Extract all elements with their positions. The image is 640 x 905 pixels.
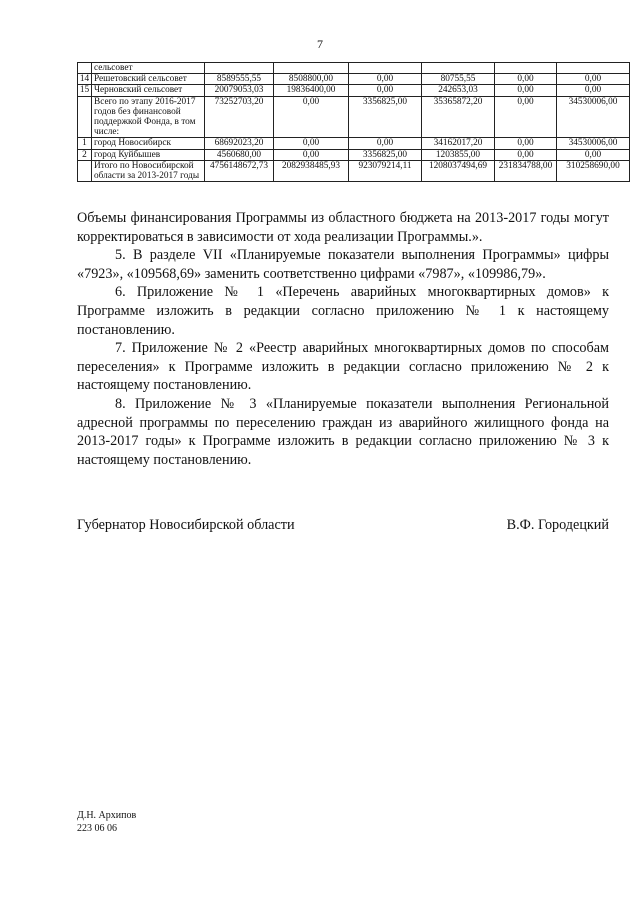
table-cell: 231834788,00 — [495, 160, 557, 181]
page-number: 7 — [317, 37, 323, 51]
row-index — [78, 96, 92, 138]
row-index: 1 — [78, 138, 92, 149]
table-cell: 310258690,00 — [557, 160, 630, 181]
table-cell: 35365872,20 — [422, 96, 495, 138]
table-cell — [205, 63, 274, 74]
paragraph-8: 8. Приложение № 3 «Планируемые показатели выполнения Региональной адресной программы по переселению граждан из аварийного жилищного фонда на 2013-2017 годы» к Программе изложить в редакции согласно приложению № 3 к настоящему постановлению. — [77, 395, 609, 468]
table-cell: 34162017,20 — [422, 138, 495, 149]
table-cell: 20079053,03 — [205, 85, 274, 96]
table-cell: 1208037494,69 — [422, 160, 495, 181]
footer-contact — [77, 810, 136, 835]
table-cell: 0,00 — [557, 85, 630, 96]
table-cell: 0,00 — [495, 96, 557, 138]
table-row — [78, 63, 630, 74]
table-cell: 8508800,00 — [274, 74, 349, 85]
table-cell: 34530006,00 — [557, 138, 630, 149]
row-name: город Новосибирск — [92, 138, 205, 149]
signatory-name: В.Ф. Городецкий — [506, 517, 609, 533]
table-cell: 0,00 — [495, 149, 557, 160]
table-row — [78, 149, 630, 160]
paragraph-7: 7. Приложение № 2 «Реестр аварийных многоквартирных домов по способам переселения» к Программе изложить в редакции согласно приложению № 2 к настоящему постановлению. — [77, 340, 609, 394]
row-name: сельсовет — [92, 63, 205, 74]
table-cell: 1203855,00 — [422, 149, 495, 160]
table-cell: 0,00 — [349, 138, 422, 149]
signature-block — [77, 517, 609, 534]
table-cell: 0,00 — [274, 149, 349, 160]
table-cell: 923079214,11 — [349, 160, 422, 181]
row-index — [78, 160, 92, 181]
table-cell: 0,00 — [349, 74, 422, 85]
table-cell: 3356825,00 — [349, 96, 422, 138]
row-name: город Куйбышев — [92, 149, 205, 160]
paragraph-6: 6. Приложение № 1 «Перечень аварийных многоквартирных домов» к Программе изложить в редакции согласно приложению № 1 к настоящему постановлению. — [77, 284, 609, 338]
row-name: Итого по Новосибирской области за 2013-2017 годы — [92, 160, 205, 181]
row-index: 14 — [78, 74, 92, 85]
table-row — [78, 96, 630, 138]
row-name: Решетовский сельсовет — [92, 74, 205, 85]
table-cell — [422, 63, 495, 74]
table-cell: 0,00 — [495, 74, 557, 85]
table-cell: 0,00 — [557, 74, 630, 85]
table-cell: 0,00 — [495, 85, 557, 96]
table-cell: 0,00 — [557, 149, 630, 160]
table-cell: 68692023,20 — [205, 138, 274, 149]
row-index — [78, 63, 92, 74]
table-cell: 0,00 — [495, 138, 557, 149]
table-row — [78, 138, 630, 149]
table-cell — [349, 63, 422, 74]
table-cell: 4560680,00 — [205, 149, 274, 160]
row-name: Черновский сельсовет — [92, 85, 205, 96]
table-cell — [274, 63, 349, 74]
table-cell — [557, 63, 630, 74]
table-cell: 0,00 — [349, 85, 422, 96]
row-index: 15 — [78, 85, 92, 96]
executor-name: Д.Н. Архипов — [77, 810, 137, 821]
table-cell: 2082938485,93 — [274, 160, 349, 181]
table-cell: 34530006,00 — [557, 96, 630, 138]
table-cell: 8589555,55 — [205, 74, 274, 85]
table-cell: 0,00 — [274, 138, 349, 149]
signatory-position: Губернатор Новосибирской области — [77, 517, 295, 533]
table-cell: 0,00 — [274, 96, 349, 138]
row-index: 2 — [78, 149, 92, 160]
table-cell: 73252703,20 — [205, 96, 274, 138]
table-cell: 242653,03 — [422, 85, 495, 96]
table-cell — [495, 63, 557, 74]
paragraph-5: 5. В разделе VII «Планируемые показатели выполнения Программы» цифры «7923», «109568,69» заменить соответственно цифрами «7987», «109986,79». — [77, 247, 609, 282]
financing-table — [77, 62, 630, 182]
executor-phone: 223 06 06 — [77, 822, 117, 834]
table-row — [78, 85, 630, 96]
table-cell: 19836400,00 — [274, 85, 349, 96]
table-cell: 80755,55 — [422, 74, 495, 85]
table-row — [78, 160, 630, 181]
table-cell: 4756148672,73 — [205, 160, 274, 181]
paragraph-financing-note: Объемы финансирования Программы из областного бюджета на 2013-2017 годы могут корректироваться в зависимости от хода реализации Программы.». — [77, 210, 609, 245]
table-cell: 3356825,00 — [349, 149, 422, 160]
row-name: Всего по этапу 2016-2017 годов без финансовой поддержкой Фонда, в том числе: — [92, 96, 205, 138]
table-row — [78, 74, 630, 85]
document-body — [77, 209, 609, 469]
